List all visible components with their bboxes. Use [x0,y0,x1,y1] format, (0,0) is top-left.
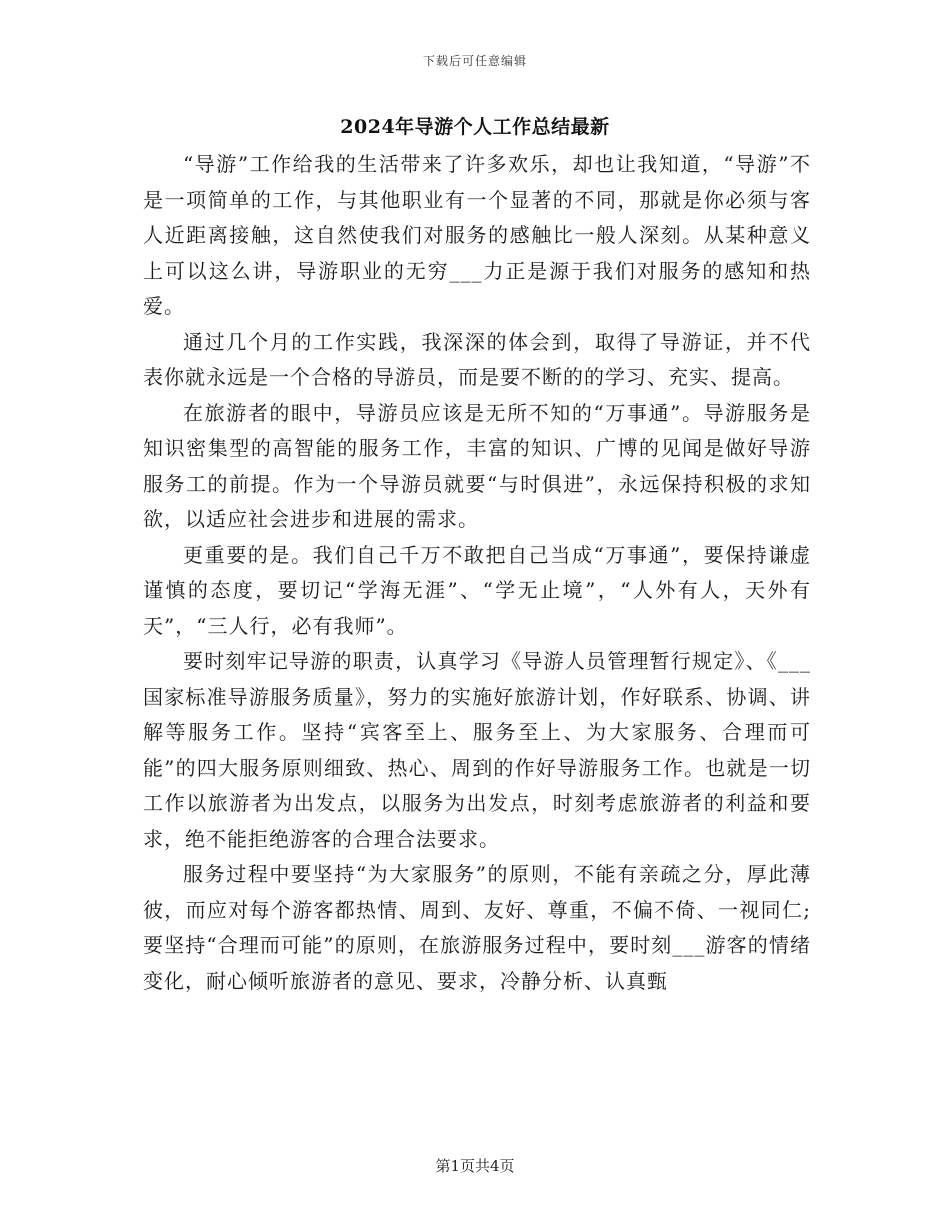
paragraph-2: 通过几个月的工作实践，我深深的体会到，取得了导游证，并不代表你就永远是一个合格的导游员，而是要不断的的学习、充实、提高。 [143,329,811,389]
document-body [143,147,811,999]
paragraph-4: 更重要的是。我们自己千万不敢把自己当成“万事通”，要保持谦虚谨慎的态度，要切记“学海无涯”、“学无止境”，“人外有人，天外有天”，“三人行，必有我师”。 [143,542,811,638]
paragraph-3: 在旅游者的眼中，导游员应该是无所不知的“万事通”。导游服务是知识密集型的高智能的服务工作，丰富的知识、广博的见闻是做好导游服务工的前提。作为一个导游员就要“与时俱进”，永远保持积极的求知欲，以适应社会进步和进展的需求。 [143,400,811,531]
paragraph-1: “导游”工作给我的生活带来了许多欢乐，却也让我知道，“导游”不是一项简单的工作，与其他职业有一个显著的不同，那就是你必须与客人近距离接触，这自然使我们对服务的感触比一般人深刻。从某种意义上可以这么讲，导游职业的无穷___力正是源于我们对服务的感知和热爱。 [143,152,811,318]
paragraph-5: 要时刻牢记导游的职责，认真学习《导游人员管理暂行规定》、《___国家标准导游服务质量》，努力的实施好旅游计划，作好联系、协调、讲解等服务工作。坚持“宾客至上、服务至上、为大家服务、合理而可能”的四大服务原则细致、热心、周到的作好导游服务工作。也就是一切工作以旅游者为出发点，以服务为出发点，时刻考虑旅游者的利益和要求，绝不能拒绝游客的合理合法要求。 [143,649,811,851]
paragraph-6: 服务过程中要坚持“为大家服务”的原则，不能有亲疏之分，厚此薄彼，而应对每个游客都热情、周到、友好、尊重，不偏不倚、一视同仁;要坚持“合理而可能”的原则，在旅游服务过程中，要时刻___游客的情绪变化，耐心倾听旅游者的意见、要求，冷静分析、认真甄 [143,862,811,993]
page-number: 第1页共4页 [435,1157,515,1175]
page-header-note: 下载后可任意编辑 [422,54,527,68]
document-title: 2024年导游个人工作总结最新 [340,116,610,138]
